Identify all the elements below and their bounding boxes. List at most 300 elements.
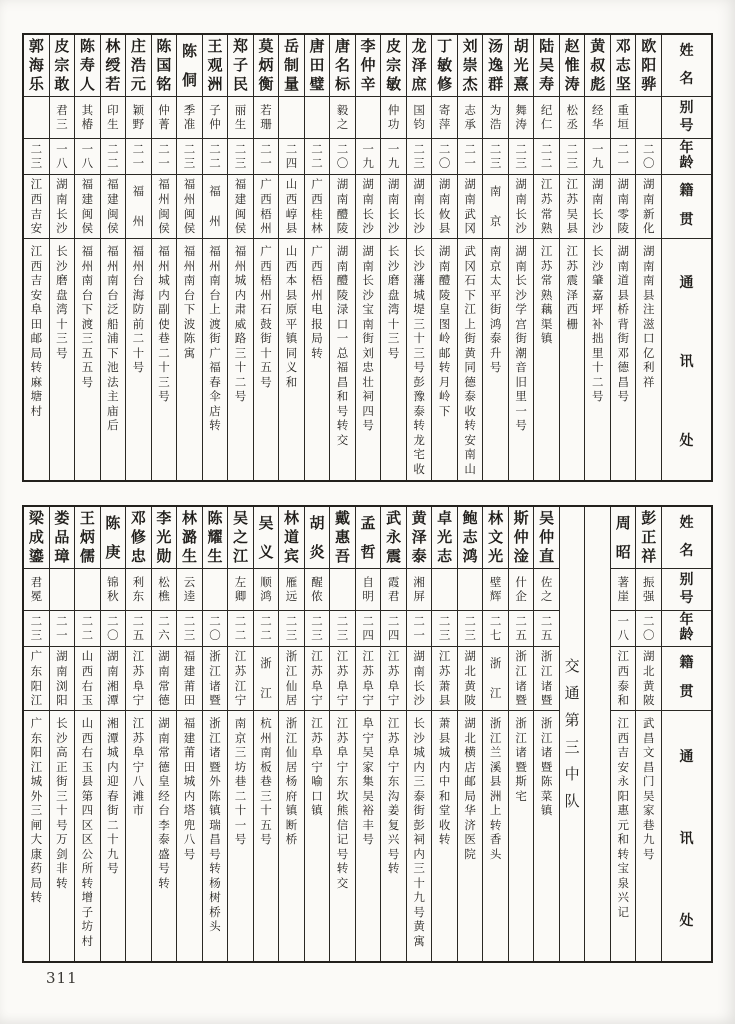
person-name-cell [636,507,661,569]
person-native-place: 福州闽侯 [183,177,196,236]
person-alias: 其椿 [81,103,94,131]
person-alias-cell [611,97,636,139]
person-address-cell [152,239,177,480]
person-alias-cell [636,97,661,139]
person-name: 林潞生 [181,509,197,565]
person-column [253,507,279,961]
person-name-cell [407,507,432,569]
person-alias-cell [356,97,381,139]
person-column [253,35,279,480]
person-age-cell [228,139,253,175]
person-alias-cell [203,569,228,611]
person-address: 福州南台上渡街广福春伞店转 [209,244,221,432]
person-address-cell [75,239,100,480]
person-name: 赵惟涛 [564,37,580,93]
person-name: 陈寿人 [79,37,95,93]
person-alias-cell [330,97,355,139]
person-address: 湘潭城内迎春街二十九号 [107,716,119,875]
person-age: 二〇 [209,614,221,642]
person-age-cell [483,139,508,175]
person-alias: 志承 [464,103,476,131]
person-name-cell [458,35,483,97]
person-native-place: 浙江诸暨 [515,649,527,708]
person-age: 一九 [387,142,400,170]
person-column [125,507,151,961]
person-column [24,507,49,961]
person-address-cell [279,239,304,480]
person-age-cell [611,611,636,647]
person-native-place-cell [177,647,202,711]
person-address: 福州南台下渡三五五号 [81,244,94,389]
person-age: 二一 [132,142,145,170]
person-age-cell [152,139,177,175]
person-address: 浙江诸暨陈菜镇 [540,716,553,817]
person-address-cell [254,239,279,480]
person-name-cell [279,507,304,569]
person-age: 二三 [183,142,196,170]
person-age-cell [534,611,559,647]
person-alias: 毅之 [336,103,349,131]
person-age: 二二 [540,142,553,170]
person-native-place: 广东阳江 [30,649,43,708]
person-native-place-cell [24,647,49,711]
person-native-place: 湖南长沙 [591,177,604,236]
person-column [610,35,636,480]
person-column [151,35,177,480]
person-native-place-cell [407,175,432,239]
person-age: 二一 [56,614,68,642]
person-alias-cell [203,97,228,139]
person-age: 二一 [158,142,170,170]
person-address: 浙江诸暨外陈镇瑞昌号转杨树桥头 [209,716,221,933]
person-alias-cell [101,97,126,139]
person-column [457,35,483,480]
person-age: 二三 [515,142,527,170]
person-age-cell [356,139,381,175]
person-alias: 著崖 [617,575,629,603]
person-age: 二三 [311,614,323,642]
person-native-place-cell [356,175,381,239]
person-name: 黄泽泰 [411,509,427,565]
header-column [661,507,711,961]
person-native-place: 福建闽侯 [107,177,119,236]
person-column [176,35,202,480]
person-column [533,35,559,480]
person-native-place-cell [330,647,355,711]
person-name: 陆吴寿 [539,37,555,93]
person-alias-cell [560,97,585,139]
person-alias: 振强 [642,575,655,603]
person-name: 陈耀生 [207,509,223,565]
person-alias-cell [407,97,432,139]
person-alias-cell [483,97,508,139]
person-column [278,35,304,480]
person-alias: 湘屏 [413,575,425,603]
person-native-place-cell [381,175,406,239]
person-alias: 丽生 [234,103,247,131]
column-header-native-place-label: 籍贯 [679,654,694,701]
person-age: 二三 [285,614,298,642]
person-age: 二一 [617,142,629,170]
person-name: 龙泽庶 [411,37,427,93]
person-address: 福州城内肃威路三十二号 [234,244,247,403]
person-address: 湖南道县桥背街邓德昌号 [617,244,629,403]
person-alias-cell [126,97,151,139]
person-name: 皮宗敢 [54,37,70,93]
person-age-cell [636,139,661,175]
person-age-cell [458,139,483,175]
person-name: 林道宾 [284,509,300,565]
person-name: 唐田璧 [309,37,325,93]
person-address: 广西梧州电报局转 [311,244,323,360]
person-address: 山西本县原平镇同义和 [285,244,298,389]
person-address-cell [24,239,49,480]
person-alias-cell [509,97,534,139]
column-header-address [662,711,711,961]
person-native-place: 湖南长沙 [413,649,425,708]
person-age: 二三 [566,142,578,170]
person-column [635,507,661,961]
person-age: 二〇 [642,142,655,170]
person-age: 二六 [158,614,170,642]
person-native-place: 湖南攸县 [438,177,451,236]
person-name-cell [75,35,100,97]
person-native-place: 湖南浏阳 [56,649,68,708]
person-name-cell [50,35,75,97]
person-address: 福州城内副使巷二十三号 [158,244,170,403]
person-address-cell [458,239,483,480]
person-native-place: 湖南长沙 [362,177,374,236]
person-native-place: 江苏阜宁 [132,649,145,708]
person-address-cell [101,239,126,480]
person-age-cell [381,611,406,647]
roster-table-bottom [22,505,713,963]
person-alias-cell [330,569,355,611]
person-native-place-cell [50,175,75,239]
person-name: 岳制量 [284,37,300,93]
person-name-cell [611,507,636,569]
person-alias: 颖野 [132,103,145,131]
person-age: 二七 [489,614,502,642]
person-address-cell [24,711,49,961]
person-native-place-cell [356,647,381,711]
column-header-name [662,35,711,97]
person-address: 南京太平街鸿泰升号 [489,244,502,374]
person-address: 武冈石下江上街黄同德泰收转安南山 [464,244,476,476]
person-native-place-cell [203,647,228,711]
person-column [100,507,126,961]
person-age-cell [458,611,483,647]
person-age-cell [305,139,330,175]
column-header-native-place [662,647,711,711]
person-native-place: 江苏吴县 [566,177,578,236]
person-age: 二三 [336,614,349,642]
person-native-place-cell [305,175,330,239]
person-name: 王炳儒 [79,509,95,565]
person-address: 湖南常德皇经台李泰盛号转 [158,716,170,890]
person-native-place-cell [228,647,253,711]
person-native-place: 山西右玉 [81,649,94,708]
person-address-cell [305,711,330,961]
person-alias: 经华 [591,103,604,131]
person-native-place: 浙江 [489,656,502,700]
person-address: 浙江诸暨斯宅 [515,716,527,803]
person-name: 娄品璋 [54,509,70,565]
person-name: 陈庚 [105,514,121,561]
column-header-age-label: 年龄 [679,611,694,644]
person-native-place-cell [636,647,661,711]
person-native-place-cell [203,175,228,239]
person-column [533,507,559,961]
person-native-place-cell [254,175,279,239]
person-alias-cell [534,569,559,611]
person-age: 二三 [234,142,247,170]
person-native-place-cell [177,175,202,239]
person-alias: 什企 [515,575,527,603]
person-name-cell [101,507,126,569]
person-address: 湖南南县注滋口亿利祥 [642,244,655,389]
person-native-place-cell [509,175,534,239]
person-address: 江西吉安永阳惠元和转宝泉兴记 [617,716,629,919]
person-name: 邓修忠 [130,509,146,565]
person-age: 二二 [311,142,323,170]
person-alias-cell [50,569,75,611]
person-native-place: 江苏阜宁 [362,649,374,708]
person-address-cell [305,239,330,480]
person-column [329,35,355,480]
person-age-cell [483,611,508,647]
person-name-cell [356,507,381,569]
person-address-cell [407,711,432,961]
person-native-place: 江苏萧县 [438,649,451,708]
person-name: 林文光 [488,509,504,565]
person-alias-cell [177,569,202,611]
person-alias-cell [458,97,483,139]
person-column [202,35,228,480]
person-name-cell [330,507,355,569]
person-age-cell [152,611,177,647]
person-age: 二〇 [642,614,655,642]
person-alias: 舞涛 [515,103,527,131]
person-column [380,507,406,961]
person-native-place-cell [330,175,355,239]
person-name-cell [75,507,100,569]
person-age: 二一 [464,142,476,170]
person-name: 林绶若 [105,37,121,93]
person-column [227,507,253,961]
person-native-place: 浙江诸暨 [209,649,221,708]
person-column [482,507,508,961]
person-alias-cell [432,97,457,139]
person-address: 浙江兰溪县洲上转香头 [489,716,502,861]
person-native-place: 湖南长沙 [413,177,425,236]
section-divider-label: 交通第三中队 [564,657,580,810]
column-header-name-label: 姓名 [679,514,694,560]
section-divider-cell [560,507,585,961]
column-header-alias-label: 别号 [679,571,694,607]
person-address: 江苏阜宁八滩市 [132,716,145,817]
person-address-cell [152,711,177,961]
person-column [457,507,483,961]
person-alias: 顺鸿 [260,575,272,603]
person-age: 二〇 [107,614,119,642]
person-address-cell [381,711,406,961]
section-divider-column [559,507,585,961]
person-native-place-cell [126,647,151,711]
person-column [406,507,432,961]
person-age: 二三 [464,614,476,642]
person-native-place: 江苏常熟 [540,177,553,236]
person-name: 李光勋 [156,509,172,565]
person-address: 湖北横店邮局华济医院 [464,716,476,861]
person-native-place-cell [254,647,279,711]
person-address: 广西梧州石鼓街十五号 [260,244,272,389]
person-address-cell [534,239,559,480]
person-native-place: 湖南武冈 [464,177,476,236]
person-address-cell [330,239,355,480]
person-native-place-cell [305,647,330,711]
person-name-cell [483,35,508,97]
person-age-cell [75,139,100,175]
person-name: 邓志坚 [615,37,631,93]
person-name-cell [356,35,381,97]
person-address-cell [483,239,508,480]
person-age: 一八 [81,142,94,170]
person-name-cell [24,35,49,97]
person-address-cell [381,239,406,480]
person-alias: 醒侬 [311,575,323,603]
person-age: 二二 [107,142,119,170]
person-alias-cell [585,97,610,139]
person-address-cell [611,711,636,961]
person-name-cell [50,507,75,569]
person-age: 二一 [260,142,272,170]
person-native-place: 湖南新化 [642,177,655,236]
person-address-cell [432,239,457,480]
person-column [431,35,457,480]
person-column [304,507,330,961]
person-alias-cell [636,569,661,611]
person-address-cell [560,239,585,480]
person-column [24,35,49,480]
person-age: 二三 [30,142,43,170]
person-alias-cell [152,569,177,611]
person-age-cell [126,611,151,647]
person-name: 刘崇杰 [462,37,478,93]
person-alias-cell [356,569,381,611]
person-age: 二三 [413,142,425,170]
person-native-place: 湖南零陵 [617,177,629,236]
person-native-place-cell [381,647,406,711]
person-age-cell [203,139,228,175]
person-native-place: 湖南长沙 [387,177,400,236]
person-address: 江苏阜宁喻口镇 [311,716,323,817]
person-name-cell [483,507,508,569]
person-name: 陈国铭 [156,37,172,93]
person-alias-cell [305,97,330,139]
person-address: 江苏阜宁东坎熊信记号转交 [336,716,349,890]
person-age-cell [356,611,381,647]
person-alias-cell [24,569,49,611]
person-name: 斯仲淦 [513,509,529,565]
person-native-place: 福州闽侯 [158,177,170,236]
person-age: 二一 [413,614,425,642]
person-age-cell [509,611,534,647]
person-alias-cell [50,97,75,139]
person-column [49,35,75,480]
person-age-cell [101,139,126,175]
person-name: 丁敏修 [437,37,453,93]
person-column [610,507,636,961]
person-alias-cell [254,97,279,139]
person-native-place-cell [126,175,151,239]
person-address-cell [483,711,508,961]
person-alias: 国钧 [413,103,425,131]
person-alias: 纪仁 [540,103,553,131]
spacer-column [584,507,610,961]
person-alias: 利东 [132,575,145,603]
person-name: 吴义 [258,514,274,561]
person-alias: 仲菁 [158,103,170,131]
person-address: 福建莆田城内塔兜八号 [183,716,196,861]
person-age: 二三 [30,614,43,642]
person-address: 长沙藩城堤三十三号彭豫泰转龙宅收 [413,244,425,476]
person-age-cell [126,139,151,175]
person-age-cell [407,611,432,647]
person-age-cell [585,139,610,175]
person-address: 江苏常熟藕渠镇 [540,244,553,345]
person-address-cell [636,711,661,961]
person-alias: 重垣 [617,103,629,131]
person-alias-cell [534,97,559,139]
person-address: 江西吉安阜田邮局转麻塘村 [30,244,43,418]
person-alias: 君冕 [30,575,43,603]
person-address-cell [177,239,202,480]
person-age: 二〇 [336,142,349,170]
person-column [49,507,75,961]
person-column [278,507,304,961]
person-address-cell [279,711,304,961]
person-age-cell [432,139,457,175]
person-native-place: 福建莆田 [183,649,196,708]
person-address: 福州南台泛船浦下池法主庙后 [107,244,119,432]
person-name-cell [432,507,457,569]
person-name-cell [152,35,177,97]
person-name: 彭正祥 [641,509,657,565]
column-header-address-label: 通讯处 [679,274,694,449]
person-column [559,35,585,480]
person-column [74,35,100,480]
column-header-native-place-label: 籍贯 [679,182,694,229]
person-alias: 寄萍 [438,103,451,131]
person-native-place: 湖北黄陂 [464,649,476,708]
column-header-address-label: 通讯处 [679,748,694,929]
person-address-cell [407,239,432,480]
person-alias-cell [279,569,304,611]
person-age: 二二 [81,614,94,642]
column-header-alias [662,97,711,139]
person-native-place-cell [611,175,636,239]
person-age-cell [254,139,279,175]
person-address-cell [356,711,381,961]
person-address-cell [636,239,661,480]
person-age: 二二 [209,142,221,170]
person-address-cell [228,711,253,961]
person-name-cell [228,507,253,569]
person-name-cell [254,35,279,97]
person-native-place-cell [585,175,610,239]
person-name-cell [611,35,636,97]
